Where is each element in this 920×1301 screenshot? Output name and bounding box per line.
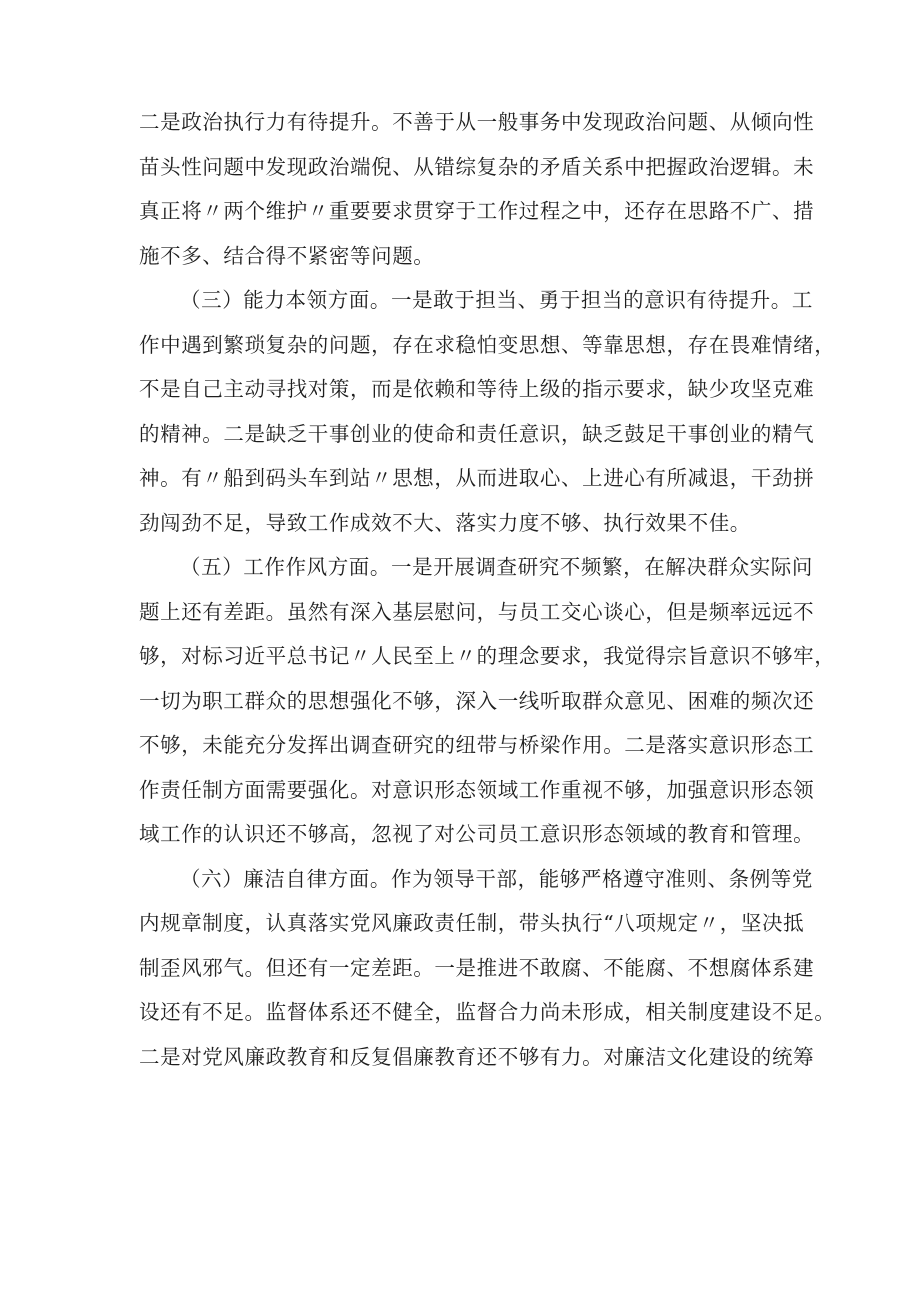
text-line: （六）廉洁自律方面。作为领导干部，能够严格遵守准则、条例等党 [180, 866, 813, 891]
text-line: （三）能力本领方面。一是敢于担当、勇于担当的意识有待提升。工 [180, 288, 813, 312]
text-line: 的精神。二是缺乏干事创业的使命和责任意识，缺乏鼓足干事创业的精气 [139, 421, 815, 446]
paragraph-political-execution [139, 100, 815, 278]
text-line: 够，对标习近平总书记〃人民至上〃的理念要求，我觉得宗旨意识不够牢， [139, 644, 836, 668]
text-line: 设还有不足。监督体系还不健全，监督合力尚未形成，相关制度建设不足。 [139, 1000, 836, 1024]
document-body [139, 100, 836, 1079]
text-line: 内规章制度，认真落实党风廉政责任制，带头执行“八项规定〃，坚决抵 [139, 911, 805, 935]
text-line: 不是自己主动寻找对策，而是依赖和等待上级的指示要求，缺少攻坚克难 [139, 377, 815, 401]
text-line: 作中遇到繁琐复杂的问题，存在求稳怕变思想、等靠思想，存在畏难情绪， [139, 332, 836, 357]
text-line: 苗头性问题中发现政治端倪、从错综复杂的矛盾关系中把握政治逻辑。未 [139, 154, 815, 179]
text-line: 作责任制方面需要强化。对意识形态领域工作重视不够，加强意识形态领 [139, 777, 815, 802]
text-line: 域工作的认识还不够高，忽视了对公司员工意识形态领域的教育和管理。 [139, 822, 815, 846]
text-line: 二是对党风廉政教育和反复倡廉教育还不够有力。对廉洁文化建设的统筹 [139, 1044, 815, 1069]
text-line: 一切为职工群众的思想强化不够，深入一线听取群众意见、困难的频次还 [139, 688, 815, 713]
paragraph-ability [139, 278, 836, 545]
text-line: 神。有〃船到码头车到站〃思想，从而进取心、上进心有所减退，干劲拼 [139, 466, 815, 490]
text-line: 题上还有差距。虽然有深入基层慰问，与员工交心谈心，但是频率远远不 [139, 599, 815, 624]
text-line: 施不多、结合得不紧密等问题。 [139, 243, 435, 268]
text-line: 不够，未能充分发挥出调查研究的纽带与桥梁作用。二是落实意识形态工 [139, 733, 815, 757]
paragraph-work-style [139, 545, 836, 857]
text-line: 劲闯劲不足，导致工作成效不大、落实力度不够、执行效果不佳。 [139, 510, 751, 535]
paragraph-integrity [139, 857, 836, 1080]
text-line: 真正将〃两个维护〃重要要求贯穿于工作过程之中，还存在思路不广、措 [139, 199, 815, 223]
text-line: 二是政治执行力有待提升。不善于从一般事务中发现政治问题、从倾向性 [139, 110, 815, 134]
text-line: （五）工作作风方面。一是开展调查研究不频繁，在解决群众实际问 [180, 555, 813, 579]
text-line: 制歪风邪气。但还有一定差距。一是推进不敢腐、不能腐、不想腐体系建 [139, 955, 815, 980]
